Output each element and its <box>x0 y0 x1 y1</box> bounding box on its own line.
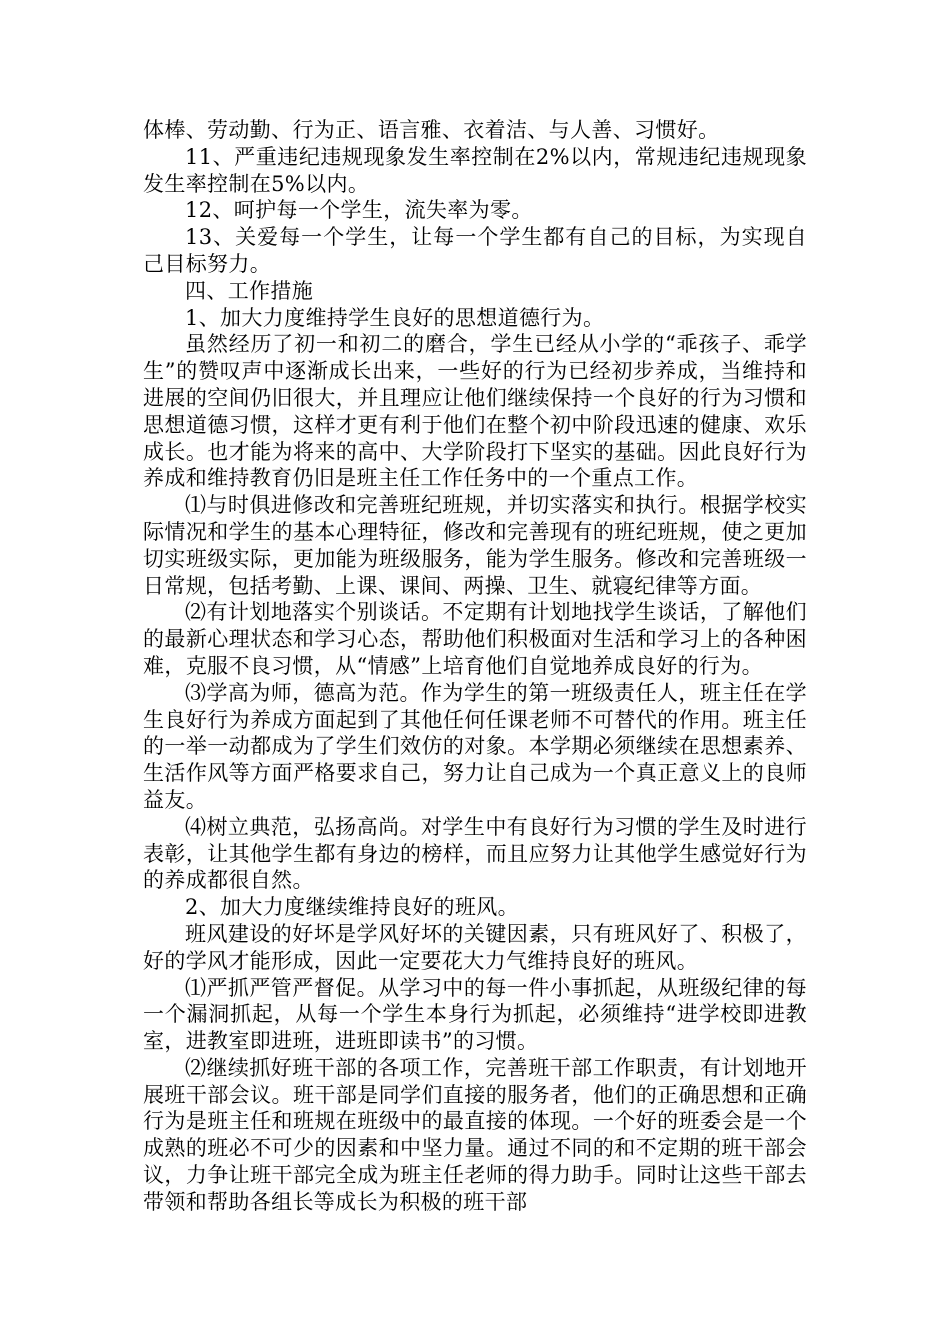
list-item: ⑴与时俱进修改和完善班纪班规，并切实落实和执行。根据学校实际情况和学生的基本心理特征，修改和完善现有的班纪班规，使之更加切实班级实际，更加能为班级服务，能为学生服务。修改和完善班级一日常规，包括考勤、上课、课间、两操、卫生、就寝纪律等方面。 <box>143 493 807 598</box>
list-item: ⑴严抓严管严督促。从学习中的每一件小事抓起，从班级纪律的每一个漏洞抓起，从每一个学生本身行为抓起，必须维持“进学校即进教室，进教室即进班，进班即读书”的习惯。 <box>143 975 807 1054</box>
document-body <box>143 117 807 1216</box>
paragraph: 13、关爱每一个学生，让每一个学生都有自己的目标，为实现自己目标努力。 <box>143 225 807 276</box>
paragraph: 班风建设的好坏是学风好坏的关键因素，只有班风好了、积极了，好的学风才能形成，因此一定要花大力气维持良好的班风。 <box>143 921 807 973</box>
list-item: ⑶学高为师，德高为范。作为学生的第一班级责任人，班主任在学生良好行为养成方面起到了其他任何任课老师不可替代的作用。班主任的一举一动都成为了学生们效仿的对象。本学期必须继续在思想素养、生活作风等方面严格要求自己，努力让自己成为一个真正意义上的良师益友。 <box>143 680 807 812</box>
paragraph: 11、严重违纪违规现象发生率控制在2%以内，常规违纪违规现象发生率控制在5%以内。 <box>143 144 807 196</box>
subsection-heading: 1、加大力度维持学生良好的思想道德行为。 <box>185 305 605 330</box>
paragraph: 虽然经历了初一和初二的磨合，学生已经从小学的“乖孩子、乖学生”的赞叹声中逐渐成长出来，一些好的行为已经初步养成，当维持和进展的空间仍旧很大，并且理应让他们继续保持一个良好的行为习惯和思想道德习惯，这样才更有利于他们在整个初中阶段迅速的健康、欢乐成长。也才能为将来的高中、大学阶段打下坚实的基础。因此良好行为养成和维持教育仍旧是班主任工作任务中的一个重点工作。 <box>143 332 807 491</box>
list-item: ⑵有计划地落实个别谈话。不定期有计划地找学生谈话，了解他们的最新心理状态和学习心态，帮助他们积极面对生活和学习上的各种困难，克服不良习惯，从“情感”上培育他们自觉地养成良好的行为。 <box>143 600 807 678</box>
list-item: ⑷树立典范，弘扬高尚。对学生中有良好行为习惯的学生及时进行表彰，让其他学生都有身边的榜样，而且应努力让其他学生感觉好行为的养成都很自然。 <box>143 814 807 893</box>
paragraph: 12、呵护每一个学生，流失率为零。 <box>185 198 533 223</box>
paragraph: 体棒、劳动勤、行为正、语言雅、衣着洁、与人善、习惯好。 <box>143 118 720 142</box>
subsection-heading: 2、加大力度继续维持良好的班风。 <box>185 895 519 920</box>
section-heading: 四、工作措施 <box>185 278 314 303</box>
list-item: ⑵继续抓好班干部的各项工作，完善班干部工作职责，有计划地开展班干部会议。班干部是同学们直接的服务者，他们的正确思想和正确行为是班主任和班规在班级中的最直接的体现。一个好的班委会是一个成熟的班必不可少的因素和中坚力量。通过不同的和不定期的班干部会议，力争让班干部完全成为班主任老师的得力助手。同时让这些干部去带领和帮助各组长等成长为积极的班干部 <box>143 1055 807 1214</box>
